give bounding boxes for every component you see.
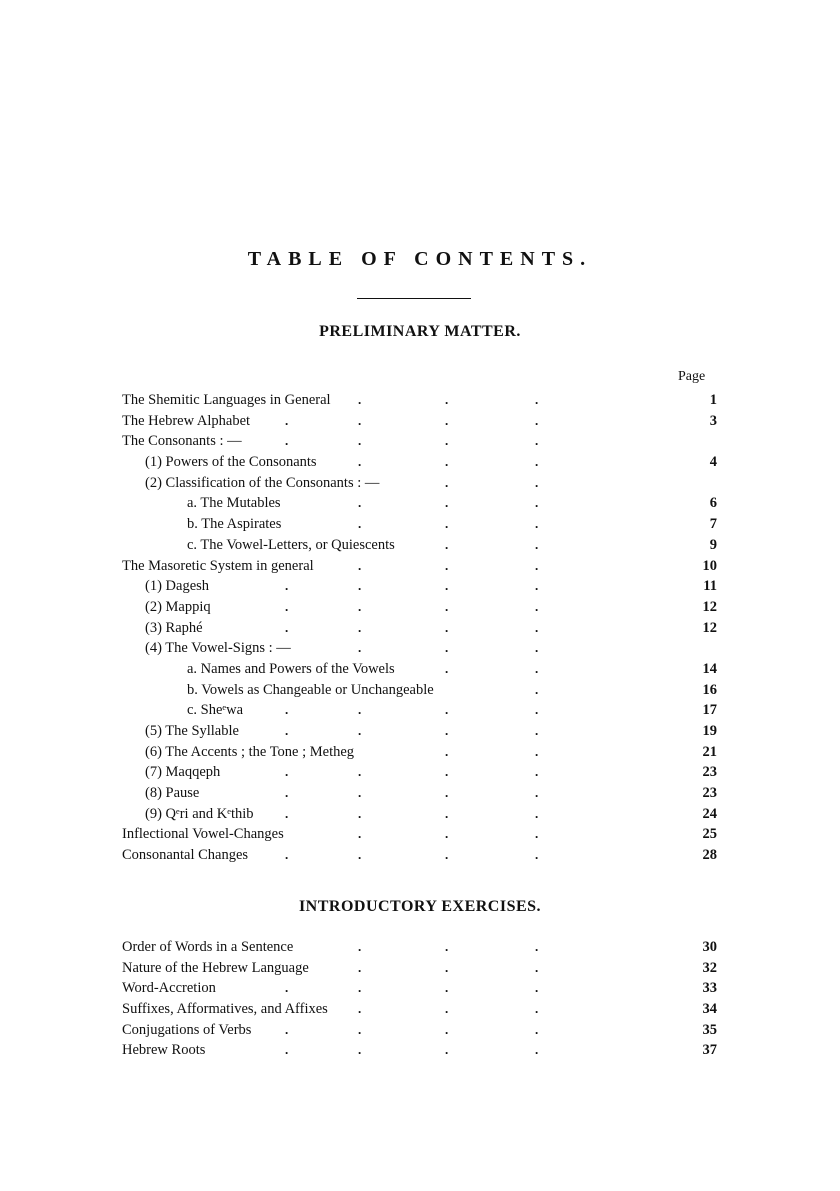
toc-entry-page: 9	[709, 536, 717, 553]
leader-dot: .	[358, 433, 362, 449]
page-title: TABLE OF CONTENTS.	[247, 248, 593, 270]
toc-entry[interactable]	[0, 742, 840, 763]
toc-entry-page: 6	[709, 495, 717, 512]
leader-dot: .	[535, 495, 539, 511]
toc-entry-title: (9) Qᵉri and Kᵉthib	[145, 805, 254, 822]
leader-dot: .	[445, 743, 449, 759]
toc-entry[interactable]	[0, 638, 840, 659]
toc-list-preliminary	[0, 390, 840, 866]
leader-dot: .	[535, 536, 539, 552]
leader-dot: .	[445, 557, 449, 573]
toc-entry-page: 28	[702, 847, 717, 864]
leader-dot: .	[285, 412, 289, 428]
toc-entry-title: Inflectional Vowel-Changes	[122, 826, 284, 843]
leader-dot: .	[445, 640, 449, 656]
toc-entry[interactable]	[0, 535, 840, 556]
toc-entry-title: Suffixes, Afformatives, and Affixes	[122, 1001, 328, 1018]
leader-dot: .	[445, 1042, 449, 1058]
leader-dot: .	[285, 702, 289, 718]
toc-entry[interactable]	[0, 431, 840, 452]
toc-entry-title: a. Names and Powers of the Vowels	[187, 660, 395, 677]
leader-dot: .	[285, 785, 289, 801]
leader-dot: .	[535, 1021, 539, 1037]
toc-entry-page: 30	[702, 939, 717, 955]
leader-dot: .	[358, 392, 362, 407]
leader-dot: .	[285, 1042, 289, 1058]
toc-entry-page: 12	[702, 619, 717, 636]
leader-dot: .	[285, 578, 289, 594]
leader-dot: .	[535, 826, 539, 842]
leader-dot: .	[445, 578, 449, 594]
toc-entry[interactable]	[0, 659, 840, 680]
leader-dot: .	[358, 1042, 362, 1058]
leader-dot: .	[358, 598, 362, 614]
toc-entry-title: (1) Powers of the Consonants	[145, 454, 317, 471]
leader-dot: .	[535, 1042, 539, 1058]
toc-entry[interactable]	[0, 824, 840, 845]
toc-entry[interactable]	[0, 845, 840, 866]
section-heading-introductory: INTRODUCTORY EXERCISES.	[298, 898, 542, 915]
leader-dot: .	[285, 723, 289, 738]
toc-entry-page: 35	[702, 1021, 717, 1038]
leader-dot: .	[535, 723, 539, 738]
leader-dot: .	[358, 826, 362, 842]
leader-dot: .	[358, 495, 362, 511]
leader-dot: .	[285, 598, 289, 614]
leader-dot: .	[285, 805, 289, 821]
leader-dot: .	[535, 412, 539, 428]
leader-dot: .	[285, 433, 289, 449]
toc-entry[interactable]	[0, 618, 840, 639]
toc-entry[interactable]	[0, 804, 840, 825]
toc-entry-page: 32	[702, 959, 717, 976]
leader-dot: .	[445, 1001, 449, 1017]
toc-entry-page: 10	[702, 557, 717, 574]
toc-entry-page: 23	[702, 785, 717, 802]
toc-entry-title: (6) The Accents ; the Tone ; Metheg	[145, 743, 355, 760]
leader-dot: .	[358, 980, 362, 996]
toc-entry[interactable]	[0, 978, 840, 999]
leader-dot: .	[358, 516, 362, 532]
leader-dot: .	[358, 847, 362, 863]
toc-entry-title: b. Vowels as Changeable or Unchangeable	[187, 681, 434, 698]
leader-dot: .	[358, 805, 362, 821]
leader-dot: .	[445, 392, 449, 407]
toc-entry-page: 3	[709, 412, 717, 429]
page-column-label: Page	[678, 369, 706, 384]
leader-dot: .	[358, 557, 362, 573]
leader-dot: .	[535, 433, 539, 449]
toc-entry-page: 12	[702, 598, 717, 615]
leader-dot: .	[358, 454, 362, 470]
leader-dot: .	[535, 764, 539, 780]
leader-dot: .	[285, 619, 289, 635]
leader-dot: .	[445, 785, 449, 801]
leader-dot: .	[445, 959, 449, 975]
leader-dot: .	[445, 412, 449, 428]
leader-dot: .	[535, 619, 539, 635]
leader-dot: .	[445, 619, 449, 635]
leader-dot: .	[445, 723, 449, 738]
toc-entry[interactable]	[0, 597, 840, 618]
toc-entry-title: The Hebrew Alphabet	[122, 412, 251, 429]
leader-dot: .	[445, 474, 449, 490]
toc-entry[interactable]	[0, 999, 840, 1020]
toc-entry[interactable]	[0, 411, 840, 432]
toc-entry-page: 25	[702, 826, 717, 843]
leader-dot: .	[535, 1001, 539, 1017]
leader-dot: .	[285, 980, 289, 996]
leader-dot: .	[358, 1021, 362, 1037]
toc-entry[interactable]	[0, 1040, 840, 1061]
toc-entry[interactable]	[0, 700, 840, 721]
leader-dot: .	[535, 939, 539, 954]
leader-dot: .	[445, 516, 449, 532]
leader-dot: .	[358, 785, 362, 801]
toc-entry-title: (2) Mappiq	[145, 598, 211, 615]
leader-dot: .	[445, 764, 449, 780]
leader-dot: .	[535, 392, 539, 407]
leader-dot: .	[358, 764, 362, 780]
leader-dot: .	[358, 723, 362, 738]
toc-entry-title: (4) The Vowel-Signs : —	[145, 640, 291, 657]
section-heading-preliminary: PRELIMINARY MATTER.	[319, 323, 521, 340]
toc-entry[interactable]	[0, 514, 840, 535]
leader-dot: .	[445, 980, 449, 996]
toc-entry-title: (8) Pause	[145, 785, 200, 802]
toc-entry-title: c. Sheᵉwa	[187, 702, 244, 719]
leader-dot: .	[445, 454, 449, 470]
leader-dot: .	[445, 702, 449, 718]
toc-entry[interactable]	[0, 680, 840, 701]
toc-entry-page: 24	[702, 805, 717, 822]
toc-entry-title: Conjugations of Verbs	[122, 1021, 252, 1038]
toc-entry-title: Word-Accretion	[122, 980, 216, 997]
toc-entry-title: The Shemitic Languages in General	[122, 392, 331, 408]
leader-dot: .	[535, 454, 539, 470]
leader-dot: .	[285, 847, 289, 863]
leader-dot: .	[445, 598, 449, 614]
toc-entry-page: 23	[702, 764, 717, 781]
leader-dot: .	[535, 681, 539, 697]
leader-dot: .	[358, 619, 362, 635]
leader-dot: .	[535, 959, 539, 975]
leader-dot: .	[535, 702, 539, 718]
toc-entry-page: 11	[703, 578, 717, 595]
toc-entry-page: 19	[702, 723, 717, 739]
toc-entry-page: 14	[702, 660, 717, 677]
toc-entry[interactable]	[0, 783, 840, 804]
leader-dot: .	[535, 578, 539, 594]
leader-dot: .	[535, 516, 539, 532]
toc-entry-title: Nature of the Hebrew Language	[122, 959, 309, 976]
toc-entry[interactable]	[0, 390, 840, 411]
leader-dot: .	[535, 640, 539, 656]
leader-dot: .	[445, 847, 449, 863]
leader-dot: .	[535, 598, 539, 614]
toc-entry[interactable]	[0, 1020, 840, 1041]
leader-dot: .	[358, 959, 362, 975]
toc-entry-title: (2) Classification of the Consonants : —	[145, 474, 380, 491]
title-divider	[357, 298, 471, 299]
leader-dot: .	[535, 980, 539, 996]
toc-entry[interactable]	[0, 958, 840, 979]
toc-entry-title: (7) Maqqeph	[145, 764, 221, 781]
leader-dot: .	[445, 939, 449, 954]
leader-dot: .	[535, 743, 539, 759]
toc-entry-title: Consonantal Changes	[122, 847, 249, 864]
leader-dot: .	[445, 660, 449, 676]
leader-dot: .	[445, 495, 449, 511]
toc-entry-title: b. The Aspirates	[187, 516, 282, 533]
leader-dot: .	[445, 536, 449, 552]
toc-entry[interactable]	[0, 556, 840, 577]
leader-dot: .	[358, 640, 362, 656]
toc-entry[interactable]	[0, 721, 840, 742]
leader-dot: .	[358, 412, 362, 428]
toc-entry-page: 4	[709, 454, 717, 471]
leader-dot: .	[445, 1021, 449, 1037]
leader-dot: .	[445, 826, 449, 842]
toc-entry-title: (5) The Syllable	[145, 723, 239, 739]
toc-entry-page: 17	[702, 702, 717, 719]
toc-entry-title: (3) Raphé	[145, 619, 203, 636]
leader-dot: .	[358, 578, 362, 594]
toc-entry[interactable]	[0, 576, 840, 597]
toc-entry-page: 34	[702, 1001, 717, 1018]
toc-entry[interactable]	[0, 493, 840, 514]
toc-entry-title: c. The Vowel-Letters, or Quiescents	[187, 536, 395, 553]
leader-dot: .	[358, 939, 362, 954]
leader-dot: .	[535, 785, 539, 801]
toc-entry[interactable]	[0, 452, 840, 473]
leader-dot: .	[285, 1021, 289, 1037]
toc-entry-page: 1	[709, 392, 717, 408]
toc-entry-page: 16	[702, 681, 717, 698]
leader-dot: .	[535, 805, 539, 821]
toc-entry-page: 21	[702, 743, 717, 760]
leader-dot: .	[535, 557, 539, 573]
leader-dot: .	[358, 1001, 362, 1017]
leader-dot: .	[285, 764, 289, 780]
toc-entry-page: 37	[702, 1042, 717, 1059]
leader-dot: .	[535, 660, 539, 676]
toc-entry-page: 7	[709, 516, 717, 533]
leader-dot: .	[535, 474, 539, 490]
leader-dot: .	[445, 433, 449, 449]
toc-entry-page: 33	[702, 980, 717, 997]
toc-entry-title: Order of Words in a Sentence	[122, 939, 294, 955]
leader-dot: .	[445, 805, 449, 821]
toc-list-introductory	[0, 937, 840, 1061]
toc-entry[interactable]	[0, 473, 840, 494]
toc-entry-title: a. The Mutables	[187, 495, 281, 512]
leader-dot: .	[358, 702, 362, 718]
toc-entry[interactable]	[0, 762, 840, 783]
toc-entry-title: The Consonants : —	[122, 433, 242, 450]
toc-entry[interactable]	[0, 937, 840, 958]
leader-dot: .	[535, 847, 539, 863]
toc-entry-title: Hebrew Roots	[122, 1042, 206, 1059]
toc-entry-title: The Masoretic System in general	[122, 557, 314, 574]
toc-entry-title: (1) Dagesh	[145, 578, 210, 595]
